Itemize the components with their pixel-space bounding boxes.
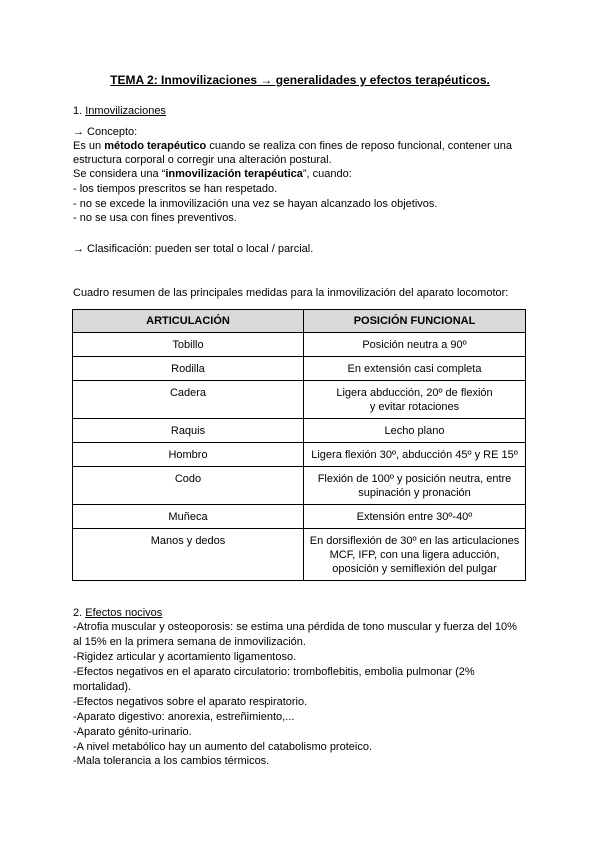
position-cell (304, 529, 526, 581)
position-cell (304, 333, 526, 357)
position-line: En extensión casi completa (347, 363, 482, 375)
considera-line (73, 167, 352, 181)
table-row (73, 381, 526, 419)
position-cell (304, 381, 526, 419)
position-line: y evitar rotaciones (369, 401, 460, 413)
position-cell (304, 419, 526, 443)
joint-cell: Codo (73, 467, 304, 505)
position-line: Posición neutra a 90º (362, 339, 467, 351)
effect-line: -Aparato digestivo: anorexia, estreñimiento,... (73, 711, 295, 723)
table-row (73, 419, 526, 443)
p1-text-b: cuando se realiza con fines de reposo funcional, contener una (206, 140, 513, 152)
section2-number: 2. (73, 607, 86, 619)
p2-bold: inmovilización terapéutica (165, 168, 303, 180)
position-line: Extensión entre 30º-40º (356, 511, 473, 523)
p1-text-a: Es un (73, 140, 105, 152)
bullet-item: - los tiempos prescritos se han respetado. (73, 183, 278, 195)
p1-bold: método terapéutico (104, 140, 207, 152)
position-cell (304, 357, 526, 381)
table-header-row (73, 310, 526, 333)
column-header-posicion: POSICIÓN FUNCIONAL (304, 310, 526, 333)
section1-number: 1. (73, 105, 86, 117)
position-line: Lecho plano (384, 425, 445, 437)
table-row (73, 467, 526, 505)
position-cell (304, 443, 526, 467)
effect-line: -Mala tolerancia a los cambios térmicos. (73, 755, 270, 767)
joint-cell: Hombro (73, 443, 304, 467)
concepto-label: → Concepto: (73, 126, 138, 138)
inmovilizacion-table (72, 309, 526, 581)
effect-line: -Efectos negativos en el aparato circulatorio: tromboflebitis, embolia pulmonar (2% (73, 666, 475, 678)
p2-text-a: Se considera una “ (73, 168, 166, 180)
position-cell (304, 467, 526, 505)
effect-line: -Rigidez articular y acortamiento ligamentoso. (73, 651, 297, 663)
effect-line: -A nivel metabólico hay un aumento del catabolismo proteico. (73, 741, 373, 753)
section1-heading-text: Inmovilizaciones (85, 105, 166, 117)
joint-cell: Manos y dedos (73, 529, 304, 581)
effect-line: -Atrofia muscular y osteoporosis: se estima una pérdida de tono muscular y fuerza del 10% (73, 621, 517, 633)
table-row (73, 529, 526, 581)
joint-cell: Rodilla (73, 357, 304, 381)
position-line: oposición y semiflexión del pulgar (332, 563, 497, 575)
clasificacion-line: → Clasificación: pueden ser total o local / parcial. (73, 243, 314, 255)
column-header-articulacion: ARTICULACIÓN (73, 310, 304, 333)
section2-heading-text: Efectos nocivos (85, 607, 163, 619)
position-line: Ligera flexión 30º, abducción 45º y RE 15º (311, 449, 518, 461)
page-title: TEMA 2: Inmovilizaciones → generalidades y efectos terapéuticos. (110, 73, 490, 87)
table-row (73, 333, 526, 357)
position-line: supinación y pronación (358, 487, 471, 499)
concepto-paragraph-line1 (73, 139, 512, 153)
concepto-paragraph-line2: estructura corporal o corregir una alteración postural. (73, 154, 332, 166)
position-line: Ligera abducción, 20º de flexión (336, 387, 493, 399)
section1-heading (73, 104, 166, 118)
table-row (73, 505, 526, 529)
effect-line: mortalidad). (73, 681, 132, 693)
position-line: Flexión de 100º y posición neutra, entre (317, 473, 512, 485)
effect-line: -Aparato génito-urinario. (73, 726, 192, 738)
p2-text-b: ”, cuando: (302, 168, 352, 180)
table-row (73, 357, 526, 381)
joint-cell: Cadera (73, 381, 304, 419)
position-line: MCF, IFP, con una ligera aducción, (329, 549, 500, 561)
position-line: En dorsiflexión de 30º en las articulaciones (309, 535, 520, 547)
section2-heading (73, 606, 162, 620)
effect-line: -Efectos negativos sobre el aparato respiratorio. (73, 696, 308, 708)
bullet-item: - no se usa con fines preventivos. (73, 212, 237, 224)
joint-cell: Raquis (73, 419, 304, 443)
position-cell (304, 505, 526, 529)
joint-cell: Muñeca (73, 505, 304, 529)
effect-line: al 15% en la primera semana de inmovilización. (73, 636, 306, 648)
table-row (73, 443, 526, 467)
bullet-item: - no se excede la inmovilización una vez se hayan alcanzado los objetivos. (73, 198, 438, 210)
table-caption: Cuadro resumen de las principales medidas para la inmovilización del aparato locomotor: (73, 287, 509, 299)
joint-cell: Tobillo (73, 333, 304, 357)
